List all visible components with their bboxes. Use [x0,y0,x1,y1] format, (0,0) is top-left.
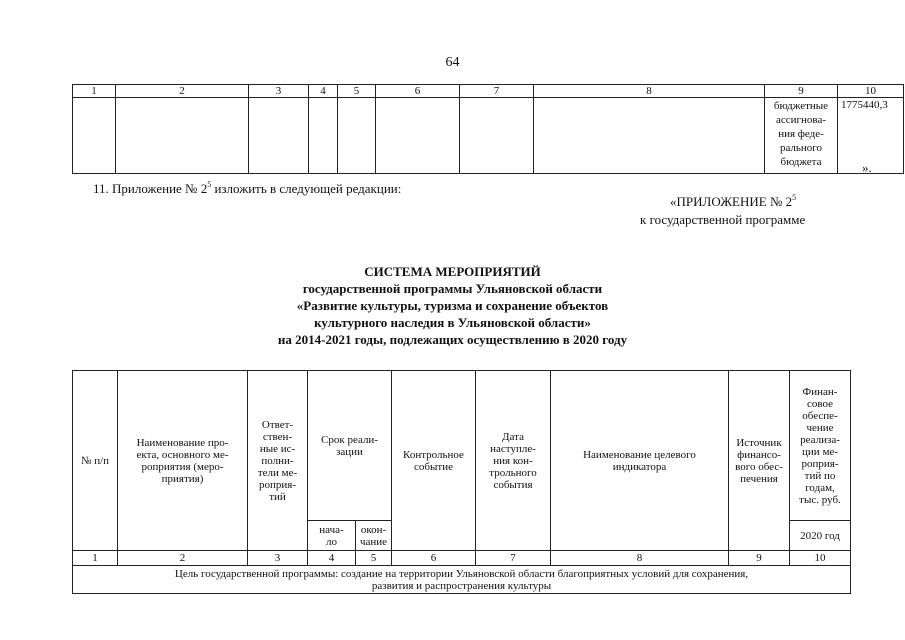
header-line: ло [326,535,337,548]
header-line: Наименование про- [136,436,229,449]
item-11-rest: изложить в следующей редакции: [211,181,402,196]
header-line: роприятия (меро- [141,460,224,473]
heading-line: СИСТЕМА МЕРОПРИЯТИЙ [364,264,541,279]
cell-line: рального [779,142,823,154]
header-term [308,371,392,521]
header-line: тий [269,490,286,503]
header-line: реализа- [800,433,840,446]
header-number: № п/п [73,371,118,551]
appendix-title-text: «ПРИЛОЖЕНИЕ № 2 [670,194,793,209]
heading-line: культурного наследия в Ульяновской области» [314,315,591,330]
header-indicator [551,371,729,551]
header-line: финансо- [737,448,781,461]
col-number: 8 [534,85,765,98]
heading-line: государственной программы Ульяновской области [302,281,603,296]
header-line: приятия) [161,472,204,485]
header-responsible [248,371,308,551]
header-line: тий по [804,469,836,482]
col-number: 5 [338,85,376,98]
table-cell [460,98,534,174]
header-line: тели ме- [257,466,298,479]
header-line: ные ис- [259,442,296,455]
program-goal [73,566,851,594]
header-line: печения [740,472,778,485]
table-cell [338,98,376,174]
table-cell [309,98,338,174]
header-line: Наименование целевого [583,448,696,461]
header-line: вого обес- [735,460,783,473]
header-line: тыс. руб. [799,493,841,506]
table-cell [249,98,309,174]
col-number: 3 [248,551,308,566]
appendix-sup: 5 [792,193,797,202]
header-line: годам, [805,481,835,494]
table-cell [534,98,765,174]
table-header-numbers [73,85,904,98]
document-heading [0,263,905,348]
measures-table [72,370,851,594]
col-number: 10 [838,85,904,98]
header-name [118,371,248,551]
header-control-event [392,371,476,551]
amount-cell: 1775440,3 [838,98,904,174]
cell-line: ния феде- [778,128,824,140]
page-number: 64 [445,55,460,70]
col-number: 10 [790,551,851,566]
col-number: 2 [118,551,248,566]
col-number: 5 [356,551,392,566]
table-cell [116,98,249,174]
header-line: событие [414,460,453,473]
goal-line: развития и распространения культуры [371,579,552,592]
col-number: 6 [392,551,476,566]
col-number: 3 [249,85,309,98]
appendix-title [670,193,796,210]
col-number: 8 [551,551,729,566]
table-header-numbers [73,551,851,566]
header-line: ствен- [262,430,293,443]
cell-line: бюджетные [773,100,829,112]
header-end [356,521,392,551]
header-line: роприя- [259,478,296,491]
col-number: 7 [476,551,551,566]
header-start [308,521,356,551]
header-funding-source [729,371,790,551]
header-financing [790,371,851,521]
col-number: 4 [309,85,338,98]
table-cell [73,98,116,174]
header-line: Контрольное [403,448,464,461]
table-row [73,566,851,594]
col-number: 2 [116,85,249,98]
header-event-date [476,371,551,551]
header-line: Источник [736,436,782,449]
col-number: 9 [765,85,838,98]
closing-quote: ». [862,160,872,175]
header-line: роприя- [801,457,839,470]
header-line: индикатора [612,460,667,473]
header-line: полни- [261,454,294,467]
heading-line: на 2014-2021 годы, подлежащих осуществлению в 2020 году [277,332,628,347]
goal-line: Цель государственной программы: создание на территории Ульяновской области благоприятных условий для сохранения, [174,567,749,580]
header-line: Дата [502,430,524,443]
header-line: события [493,478,533,491]
header-line: Ответ- [261,418,294,431]
table-cell [376,98,460,174]
header-line: совое [806,397,834,410]
header-line: ния кон- [493,454,533,467]
col-number: 7 [460,85,534,98]
col-number: 1 [73,85,116,98]
col-number: 6 [376,85,460,98]
appendix-subtitle: к государственной программе [640,212,806,227]
header-line: Срок реали- [321,433,378,446]
col-number: 4 [308,551,356,566]
header-line: трольного [489,466,537,479]
cell-line: бюджета [780,156,822,168]
continued-table [72,84,904,174]
cell-line: ассигнова- [775,114,827,126]
col-number: 1 [73,551,118,566]
header-line: нача- [319,523,344,536]
table-row [73,98,904,174]
header-line: екта, основного ме- [136,448,229,461]
header-line: окон- [360,523,387,536]
header-year: 2020 год [790,521,851,551]
header-line: наступле- [490,442,536,455]
header-line: обеспе- [802,409,838,422]
col-number: 9 [729,551,790,566]
header-line: чание [359,535,388,548]
heading-line: «Развитие культуры, туризма и сохранение объектов [296,298,609,313]
item-11-sup: 5 [207,180,212,189]
table-header-row [73,371,851,521]
funding-source-cell [765,98,838,174]
header-line: ции ме- [802,445,838,458]
header-line: зации [336,445,363,458]
header-line: чение [806,421,834,434]
item-11-text [93,180,401,197]
item-11-lead: 11. Приложение № 2 [93,181,208,196]
header-line: Финан- [802,385,838,398]
